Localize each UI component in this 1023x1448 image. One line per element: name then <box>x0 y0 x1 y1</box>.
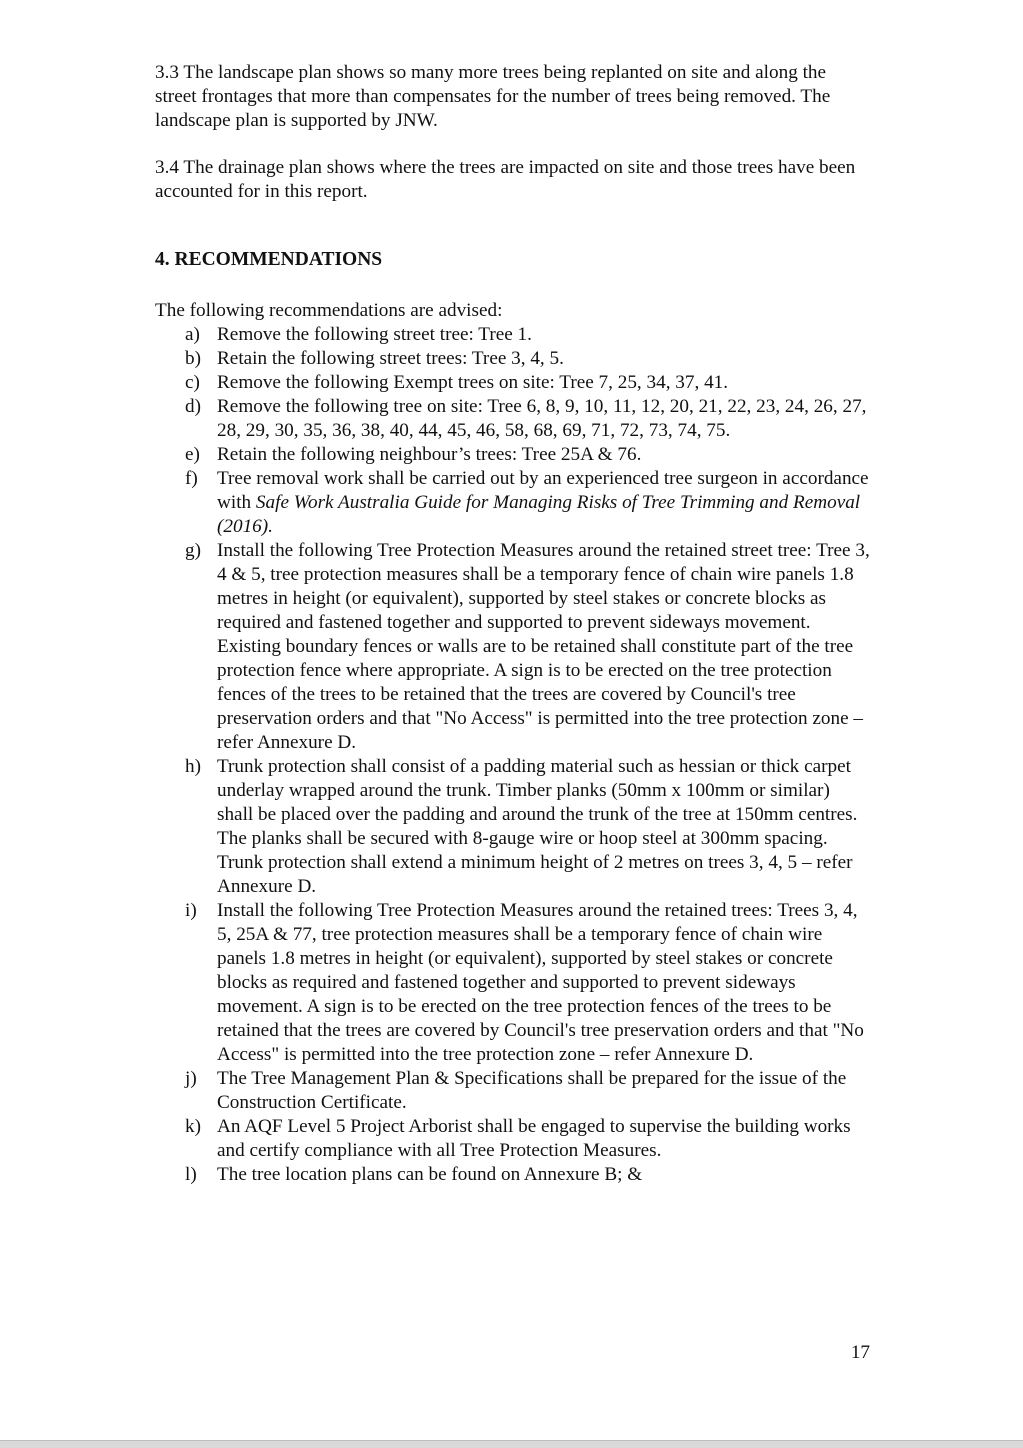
list-item <box>155 1115 870 1163</box>
list-item-text: An AQF Level 5 Project Arborist shall be engaged to supervise the building works and certify compliance with all Tree Protection Measures. <box>217 1116 851 1161</box>
list-item <box>155 1163 870 1187</box>
list-item-text: Trunk protection shall consist of a padding material such as hessian or thick carpet underlay wrapped around the trunk. Timber planks (50mm x 100mm or similar) shall be placed over the padding and around the trunk of the tree at 150mm centres. The planks shall be secured with 8-gauge wire or hoop steel at 300mm spacing. Trunk protection shall extend a minimum height of 2 metres on trees 3, 4, 5 – refer Annexure D. <box>217 756 858 897</box>
list-item-text: Install the following Tree Protection Measures around the retained trees: Trees 3, 4, 5, 25A & 77, tree protection measures shall be a temporary fence of chain wire panels 1.8 metres in height (or equivalent), supported by steel stakes or concrete blocks as required and fastened together and supported to prevent sideways movement. A sign is to be erected on the tree protection fences of the trees to be retained that the trees are covered by Council's tree preservation orders and that "No Access" is permitted into the tree protection zone – refer Annexure D. <box>217 900 864 1065</box>
list-marker: k) <box>185 1116 201 1137</box>
list-marker: c) <box>185 372 200 393</box>
list-item <box>155 755 870 899</box>
list-item <box>155 467 870 539</box>
list-item-text: Retain the following street trees: Tree 3, 4, 5. <box>217 348 564 369</box>
list-item-text: The tree location plans can be found on Annexure B; & <box>217 1164 643 1185</box>
list-item <box>155 347 870 371</box>
list-item <box>155 539 870 755</box>
page-number: 17 <box>850 1342 870 1363</box>
list-marker: j) <box>185 1068 197 1089</box>
recommendations-list <box>155 323 870 1187</box>
recommendations-intro: The following recommendations are advised: <box>155 300 503 321</box>
list-item-text: Install the following Tree Protection Measures around the retained street tree: Tree 3, 4 & 5, tree protection measures shall be a temporary fence of chain wire panels 1.8 metres in height (or equivalent), supported by steel stakes or concrete blocks as required and fastened together and supported to prevent sideways movement. Existing boundary fences or walls are to be retained shall constitute part of the tree protection fence where appropriate. A sign is to be erected on the tree protection fences of the trees to be retained that the trees are covered by Council's tree preservation orders and that "No Access" is permitted into the tree protection zone – refer Annexure D. <box>217 540 870 753</box>
list-marker: g) <box>185 540 201 561</box>
list-marker: b) <box>185 348 201 369</box>
list-item-text <box>217 467 870 539</box>
list-marker: i) <box>185 900 197 921</box>
list-item-text: Remove the following Exempt trees on site: Tree 7, 25, 34, 37, 41. <box>217 372 729 393</box>
list-marker: d) <box>185 396 201 417</box>
list-item <box>155 1067 870 1115</box>
list-item <box>155 899 870 1067</box>
paragraph-3-4: 3.4 The drainage plan shows where the trees are impacted on site and those trees have been accounted for in this report. <box>155 157 856 202</box>
paragraph-3-3: 3.3 The landscape plan shows so many more trees being replanted on site and along the street frontages that more than compensates for the number of trees being removed. The landscape plan is supported by JNW. <box>155 62 831 131</box>
page-content <box>155 61 870 1187</box>
list-item-text-plain: Tree removal work shall be carried out by an experienced tree surgeon in accordance with <box>217 468 869 513</box>
list-item-text: Remove the following street tree: Tree 1. <box>217 324 532 345</box>
list-item <box>155 371 870 395</box>
list-item-text: Remove the following tree on site: Tree 6, 8, 9, 10, 11, 12, 20, 21, 22, 23, 24, 26, 27, 28, 29, 30, 35, 36, 38, 40, 44, 45, 46, 58, 68, 69, 71, 72, 73, 74, 75. <box>217 396 867 441</box>
list-marker: e) <box>185 444 200 465</box>
list-item-text: The Tree Management Plan & Specifications shall be prepared for the issue of the Construction Certificate. <box>217 1068 847 1113</box>
guide-title-italic: Safe Work Australia Guide for Managing Risks of Tree Trimming and Removal (2016). <box>217 492 861 537</box>
list-marker: a) <box>185 324 200 345</box>
list-item <box>155 395 870 443</box>
list-item <box>155 323 870 347</box>
list-item-text: Retain the following neighbour’s trees: Tree 25A & 76. <box>217 444 642 465</box>
list-item <box>155 443 870 467</box>
list-marker: l) <box>185 1164 197 1185</box>
list-marker: h) <box>185 756 201 777</box>
section-heading: 4. RECOMMENDATIONS <box>155 249 383 270</box>
list-marker: f) <box>185 468 198 489</box>
